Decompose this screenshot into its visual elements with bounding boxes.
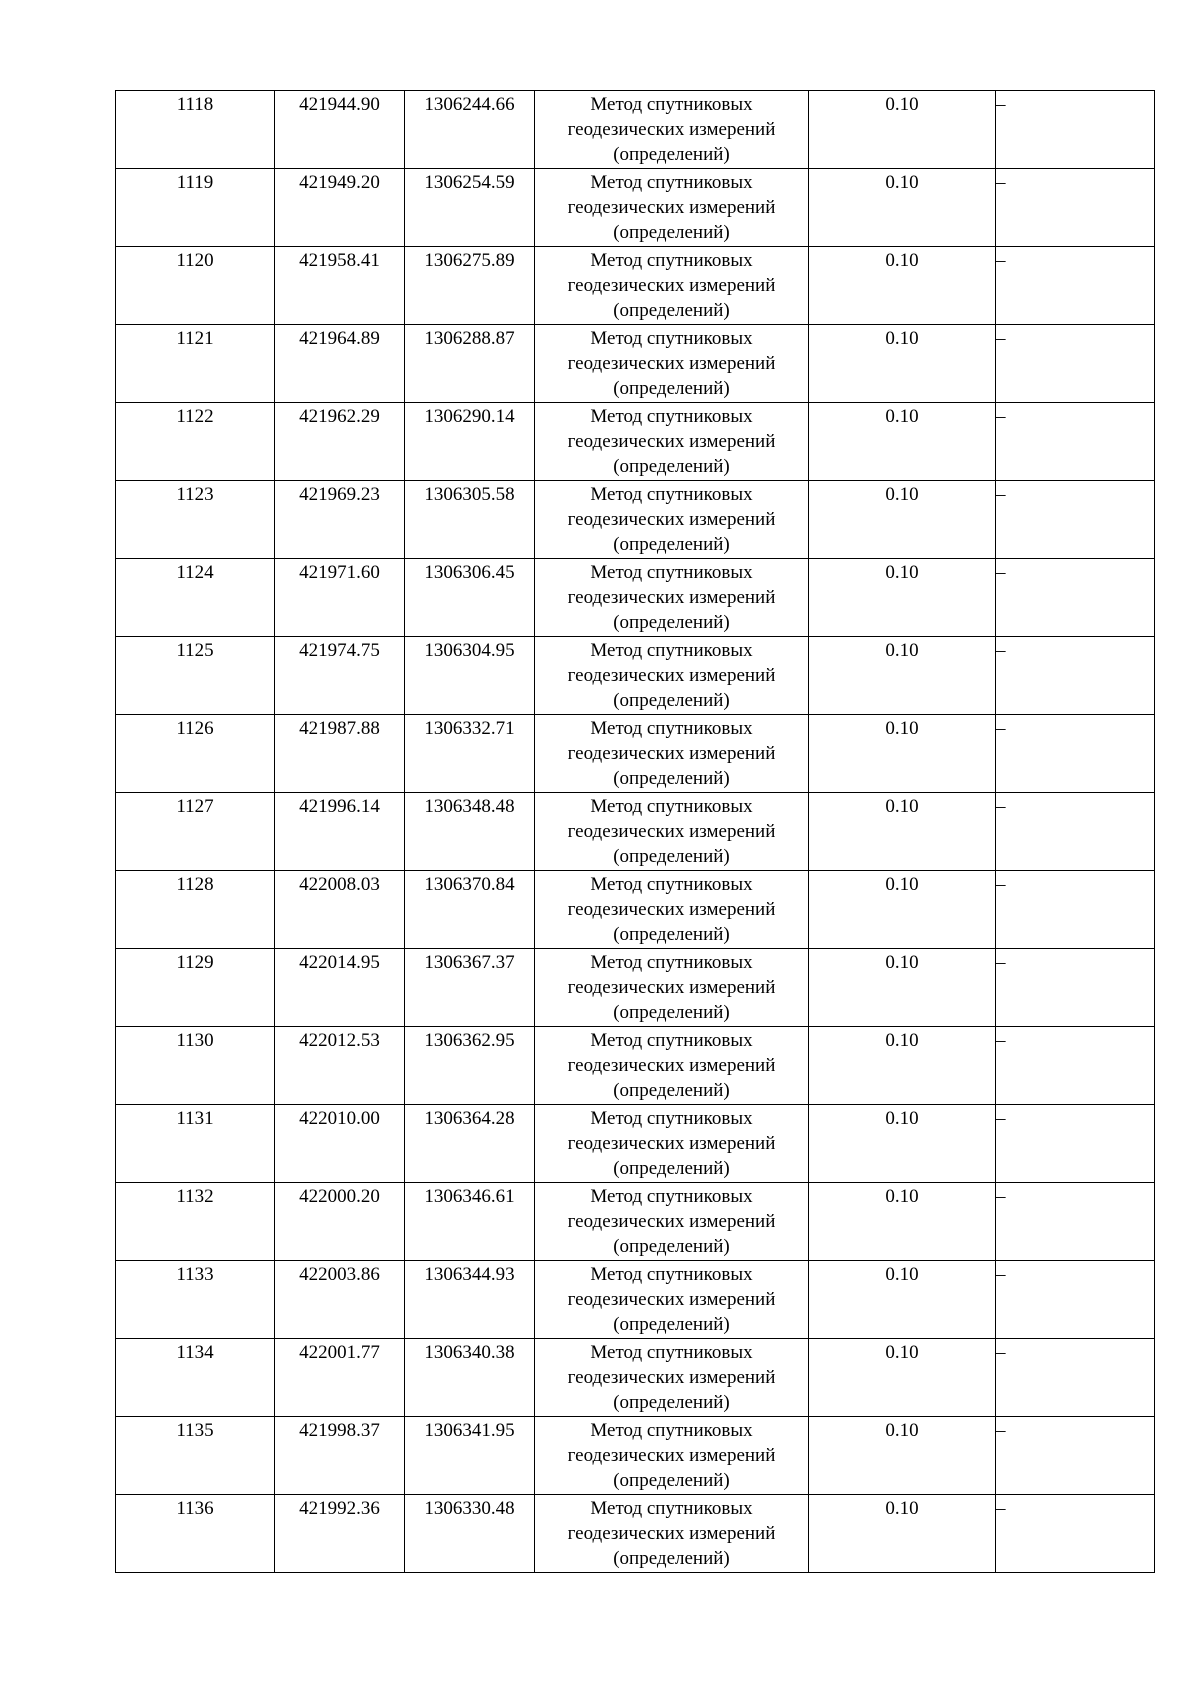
x-coordinate: 421944.90 xyxy=(299,94,380,115)
accuracy-value: 0.10 xyxy=(885,640,919,661)
x-coordinate-cell xyxy=(275,247,405,325)
method-text: Метод спутниковых геодезических измерений (определений) xyxy=(567,406,776,477)
description-cell xyxy=(996,637,1155,715)
description-cell xyxy=(996,1183,1155,1261)
accuracy-cell xyxy=(809,949,996,1027)
y-coordinate-cell xyxy=(405,169,535,247)
y-coordinate-cell xyxy=(405,1495,535,1573)
x-coordinate-cell xyxy=(275,91,405,169)
method-text: Метод спутниковых геодезических измерений (определений) xyxy=(567,1264,776,1335)
x-coordinate: 422003.86 xyxy=(299,1264,380,1285)
point-number: 1120 xyxy=(176,250,214,271)
accuracy-value: 0.10 xyxy=(885,796,919,817)
y-coordinate-cell xyxy=(405,247,535,325)
description-cell xyxy=(996,1417,1155,1495)
point-number: 1121 xyxy=(176,328,214,349)
accuracy-cell xyxy=(809,325,996,403)
method-text: Метод спутниковых геодезических измерений (определений) xyxy=(567,952,776,1023)
description-cell xyxy=(996,1027,1155,1105)
point-number-cell xyxy=(116,1105,275,1183)
table-body xyxy=(116,91,1155,1573)
x-coordinate-cell xyxy=(275,637,405,715)
x-coordinate: 421971.60 xyxy=(299,562,380,583)
y-coordinate: 1306330.48 xyxy=(424,1498,515,1519)
x-coordinate-cell xyxy=(275,949,405,1027)
accuracy-value: 0.10 xyxy=(885,1498,919,1519)
description-value: – xyxy=(996,562,1006,583)
table-row xyxy=(116,637,1155,715)
point-number-cell xyxy=(116,325,275,403)
x-coordinate-cell xyxy=(275,1027,405,1105)
x-coordinate-cell xyxy=(275,1417,405,1495)
table-row xyxy=(116,1027,1155,1105)
point-number: 1126 xyxy=(176,718,214,739)
x-coordinate: 422010.00 xyxy=(299,1108,380,1129)
point-number: 1134 xyxy=(176,1342,214,1363)
point-number-cell xyxy=(116,559,275,637)
method-text: Метод спутниковых геодезических измерений (определений) xyxy=(567,562,776,633)
y-coordinate-cell xyxy=(405,871,535,949)
point-number-cell xyxy=(116,871,275,949)
method-text: Метод спутниковых геодезических измерений (определений) xyxy=(567,1030,776,1101)
method-cell xyxy=(535,1183,809,1261)
point-number-cell xyxy=(116,247,275,325)
point-number: 1125 xyxy=(176,640,214,661)
description-value: – xyxy=(996,94,1006,115)
y-coordinate: 1306348.48 xyxy=(424,796,515,817)
method-cell xyxy=(535,325,809,403)
y-coordinate-cell xyxy=(405,1183,535,1261)
accuracy-cell xyxy=(809,715,996,793)
x-coordinate: 421974.75 xyxy=(299,640,380,661)
point-number: 1127 xyxy=(176,796,214,817)
description-cell xyxy=(996,715,1155,793)
accuracy-cell xyxy=(809,637,996,715)
x-coordinate-cell xyxy=(275,559,405,637)
x-coordinate-cell xyxy=(275,793,405,871)
method-text: Метод спутниковых геодезических измерений (определений) xyxy=(567,172,776,243)
point-number: 1123 xyxy=(176,484,214,505)
method-text: Метод спутниковых геодезических измерений (определений) xyxy=(567,718,776,789)
method-cell xyxy=(535,1027,809,1105)
description-cell xyxy=(996,793,1155,871)
description-value: – xyxy=(996,796,1006,817)
point-number-cell xyxy=(116,1261,275,1339)
method-text: Метод спутниковых геодезических измерений (определений) xyxy=(567,328,776,399)
y-coordinate-cell xyxy=(405,1027,535,1105)
y-coordinate: 1306370.84 xyxy=(424,874,515,895)
method-text: Метод спутниковых геодезических измерений (определений) xyxy=(567,250,776,321)
method-cell xyxy=(535,247,809,325)
y-coordinate-cell xyxy=(405,325,535,403)
method-text: Метод спутниковых геодезических измерений (определений) xyxy=(567,484,776,555)
description-value: – xyxy=(996,1108,1006,1129)
y-coordinate: 1306367.37 xyxy=(424,952,515,973)
description-value: – xyxy=(996,484,1006,505)
accuracy-value: 0.10 xyxy=(885,874,919,895)
y-coordinate: 1306275.89 xyxy=(424,250,515,271)
table-row xyxy=(116,481,1155,559)
accuracy-cell xyxy=(809,403,996,481)
table-row xyxy=(116,1417,1155,1495)
x-coordinate-cell xyxy=(275,325,405,403)
accuracy-cell xyxy=(809,1339,996,1417)
y-coordinate: 1306254.59 xyxy=(424,172,515,193)
x-coordinate-cell xyxy=(275,169,405,247)
point-number: 1118 xyxy=(176,94,214,115)
description-value: – xyxy=(996,250,1006,271)
y-coordinate: 1306341.95 xyxy=(424,1420,515,1441)
x-coordinate-cell xyxy=(275,1495,405,1573)
description-value: – xyxy=(996,328,1006,349)
method-cell xyxy=(535,481,809,559)
accuracy-cell xyxy=(809,169,996,247)
table-row xyxy=(116,793,1155,871)
table-row xyxy=(116,325,1155,403)
y-coordinate-cell xyxy=(405,1105,535,1183)
description-cell xyxy=(996,1261,1155,1339)
x-coordinate-cell xyxy=(275,715,405,793)
x-coordinate: 422014.95 xyxy=(299,952,380,973)
y-coordinate: 1306304.95 xyxy=(424,640,515,661)
table-row xyxy=(116,949,1155,1027)
point-number-cell xyxy=(116,1417,275,1495)
description-value: – xyxy=(996,406,1006,427)
accuracy-cell xyxy=(809,247,996,325)
description-cell xyxy=(996,247,1155,325)
method-cell xyxy=(535,403,809,481)
method-cell xyxy=(535,1495,809,1573)
y-coordinate-cell xyxy=(405,715,535,793)
accuracy-cell xyxy=(809,1027,996,1105)
description-value: – xyxy=(996,874,1006,895)
y-coordinate-cell xyxy=(405,91,535,169)
description-value: – xyxy=(996,718,1006,739)
x-coordinate: 421998.37 xyxy=(299,1420,380,1441)
accuracy-cell xyxy=(809,1105,996,1183)
point-number: 1128 xyxy=(176,874,214,895)
method-text: Метод спутниковых геодезических измерений (определений) xyxy=(567,874,776,945)
x-coordinate-cell xyxy=(275,1183,405,1261)
accuracy-value: 0.10 xyxy=(885,94,919,115)
description-cell xyxy=(996,91,1155,169)
point-number-cell xyxy=(116,169,275,247)
accuracy-cell xyxy=(809,1261,996,1339)
x-coordinate: 421969.23 xyxy=(299,484,380,505)
x-coordinate-cell xyxy=(275,1105,405,1183)
description-value: – xyxy=(996,1030,1006,1051)
point-number: 1132 xyxy=(176,1186,214,1207)
description-value: – xyxy=(996,1342,1006,1363)
point-number: 1136 xyxy=(176,1498,214,1519)
description-value: – xyxy=(996,1186,1006,1207)
x-coordinate-cell xyxy=(275,1339,405,1417)
accuracy-cell xyxy=(809,1495,996,1573)
method-text: Метод спутниковых геодезических измерений (определений) xyxy=(567,1186,776,1257)
y-coordinate-cell xyxy=(405,793,535,871)
description-cell xyxy=(996,403,1155,481)
y-coordinate: 1306340.38 xyxy=(424,1342,515,1363)
y-coordinate-cell xyxy=(405,1417,535,1495)
table-row xyxy=(116,169,1155,247)
method-cell xyxy=(535,1417,809,1495)
x-coordinate: 421992.36 xyxy=(299,1498,380,1519)
point-number-cell xyxy=(116,481,275,559)
x-coordinate: 421996.14 xyxy=(299,796,380,817)
description-value: – xyxy=(996,1264,1006,1285)
method-cell xyxy=(535,715,809,793)
accuracy-value: 0.10 xyxy=(885,172,919,193)
accuracy-cell xyxy=(809,793,996,871)
description-cell xyxy=(996,1339,1155,1417)
point-number-cell xyxy=(116,1183,275,1261)
method-cell xyxy=(535,949,809,1027)
description-cell xyxy=(996,1105,1155,1183)
table-row xyxy=(116,91,1155,169)
accuracy-value: 0.10 xyxy=(885,1030,919,1051)
y-coordinate: 1306362.95 xyxy=(424,1030,515,1051)
description-value: – xyxy=(996,1420,1006,1441)
y-coordinate: 1306344.93 xyxy=(424,1264,515,1285)
accuracy-value: 0.10 xyxy=(885,1186,919,1207)
description-cell xyxy=(996,949,1155,1027)
accuracy-value: 0.10 xyxy=(885,484,919,505)
accuracy-value: 0.10 xyxy=(885,1420,919,1441)
method-text: Метод спутниковых геодезических измерений (определений) xyxy=(567,640,776,711)
table-row xyxy=(116,1183,1155,1261)
point-number-cell xyxy=(116,793,275,871)
y-coordinate: 1306244.66 xyxy=(424,94,515,115)
description-value: – xyxy=(996,640,1006,661)
point-number-cell xyxy=(116,637,275,715)
accuracy-cell xyxy=(809,481,996,559)
y-coordinate: 1306364.28 xyxy=(424,1108,515,1129)
description-value: – xyxy=(996,172,1006,193)
method-cell xyxy=(535,637,809,715)
method-cell xyxy=(535,169,809,247)
y-coordinate-cell xyxy=(405,559,535,637)
description-cell xyxy=(996,871,1155,949)
accuracy-cell xyxy=(809,559,996,637)
y-coordinate-cell xyxy=(405,637,535,715)
accuracy-value: 0.10 xyxy=(885,250,919,271)
method-text: Метод спутниковых геодезических измерений (определений) xyxy=(567,94,776,165)
x-coordinate: 422008.03 xyxy=(299,874,380,895)
description-cell xyxy=(996,1495,1155,1573)
table-row xyxy=(116,247,1155,325)
table-row xyxy=(116,871,1155,949)
x-coordinate: 421987.88 xyxy=(299,718,380,739)
method-text: Метод спутниковых геодезических измерений (определений) xyxy=(567,1108,776,1179)
point-number: 1124 xyxy=(176,562,214,583)
point-number-cell xyxy=(116,1495,275,1573)
point-number-cell xyxy=(116,715,275,793)
table-row xyxy=(116,715,1155,793)
accuracy-cell xyxy=(809,871,996,949)
point-number: 1130 xyxy=(176,1030,214,1051)
y-coordinate: 1306288.87 xyxy=(424,328,515,349)
point-number-cell xyxy=(116,91,275,169)
accuracy-value: 0.10 xyxy=(885,1108,919,1129)
x-coordinate-cell xyxy=(275,1261,405,1339)
accuracy-cell xyxy=(809,91,996,169)
method-cell xyxy=(535,1261,809,1339)
accuracy-value: 0.10 xyxy=(885,562,919,583)
accuracy-value: 0.10 xyxy=(885,718,919,739)
method-cell xyxy=(535,559,809,637)
method-text: Метод спутниковых геодезических измерений (определений) xyxy=(567,796,776,867)
x-coordinate: 421964.89 xyxy=(299,328,380,349)
coordinates-table xyxy=(115,90,1155,1573)
description-cell xyxy=(996,481,1155,559)
y-coordinate: 1306306.45 xyxy=(424,562,515,583)
point-number: 1131 xyxy=(176,1108,214,1129)
y-coordinate: 1306346.61 xyxy=(424,1186,515,1207)
x-coordinate: 421962.29 xyxy=(299,406,380,427)
accuracy-cell xyxy=(809,1183,996,1261)
x-coordinate-cell xyxy=(275,871,405,949)
description-cell xyxy=(996,559,1155,637)
y-coordinate-cell xyxy=(405,1261,535,1339)
description-cell xyxy=(996,325,1155,403)
accuracy-cell xyxy=(809,1417,996,1495)
y-coordinate-cell xyxy=(405,949,535,1027)
y-coordinate: 1306305.58 xyxy=(424,484,515,505)
y-coordinate: 1306332.71 xyxy=(424,718,515,739)
point-number-cell xyxy=(116,1339,275,1417)
description-value: – xyxy=(996,1498,1006,1519)
method-cell xyxy=(535,1105,809,1183)
y-coordinate-cell xyxy=(405,1339,535,1417)
point-number: 1119 xyxy=(176,172,214,193)
x-coordinate-cell xyxy=(275,481,405,559)
method-text: Метод спутниковых геодезических измерений (определений) xyxy=(567,1420,776,1491)
accuracy-value: 0.10 xyxy=(885,952,919,973)
point-number: 1133 xyxy=(176,1264,214,1285)
method-cell xyxy=(535,871,809,949)
y-coordinate: 1306290.14 xyxy=(424,406,515,427)
x-coordinate: 422012.53 xyxy=(299,1030,380,1051)
table-row xyxy=(116,1261,1155,1339)
method-cell xyxy=(535,91,809,169)
accuracy-value: 0.10 xyxy=(885,1342,919,1363)
x-coordinate: 421949.20 xyxy=(299,172,380,193)
table-row xyxy=(116,1495,1155,1573)
point-number: 1129 xyxy=(176,952,214,973)
point-number: 1122 xyxy=(176,406,214,427)
x-coordinate: 422001.77 xyxy=(299,1342,380,1363)
description-value: – xyxy=(996,952,1006,973)
table-row xyxy=(116,559,1155,637)
accuracy-value: 0.10 xyxy=(885,328,919,349)
point-number-cell xyxy=(116,1027,275,1105)
point-number: 1135 xyxy=(176,1420,214,1441)
accuracy-value: 0.10 xyxy=(885,406,919,427)
table-row xyxy=(116,403,1155,481)
y-coordinate-cell xyxy=(405,403,535,481)
x-coordinate-cell xyxy=(275,403,405,481)
y-coordinate-cell xyxy=(405,481,535,559)
table-row xyxy=(116,1105,1155,1183)
x-coordinate: 422000.20 xyxy=(299,1186,380,1207)
point-number-cell xyxy=(116,949,275,1027)
method-text: Метод спутниковых геодезических измерений (определений) xyxy=(567,1342,776,1413)
description-cell xyxy=(996,169,1155,247)
x-coordinate: 421958.41 xyxy=(299,250,380,271)
accuracy-value: 0.10 xyxy=(885,1264,919,1285)
table-row xyxy=(116,1339,1155,1417)
method-text: Метод спутниковых геодезических измерений (определений) xyxy=(567,1498,776,1569)
method-cell xyxy=(535,793,809,871)
method-cell xyxy=(535,1339,809,1417)
point-number-cell xyxy=(116,403,275,481)
